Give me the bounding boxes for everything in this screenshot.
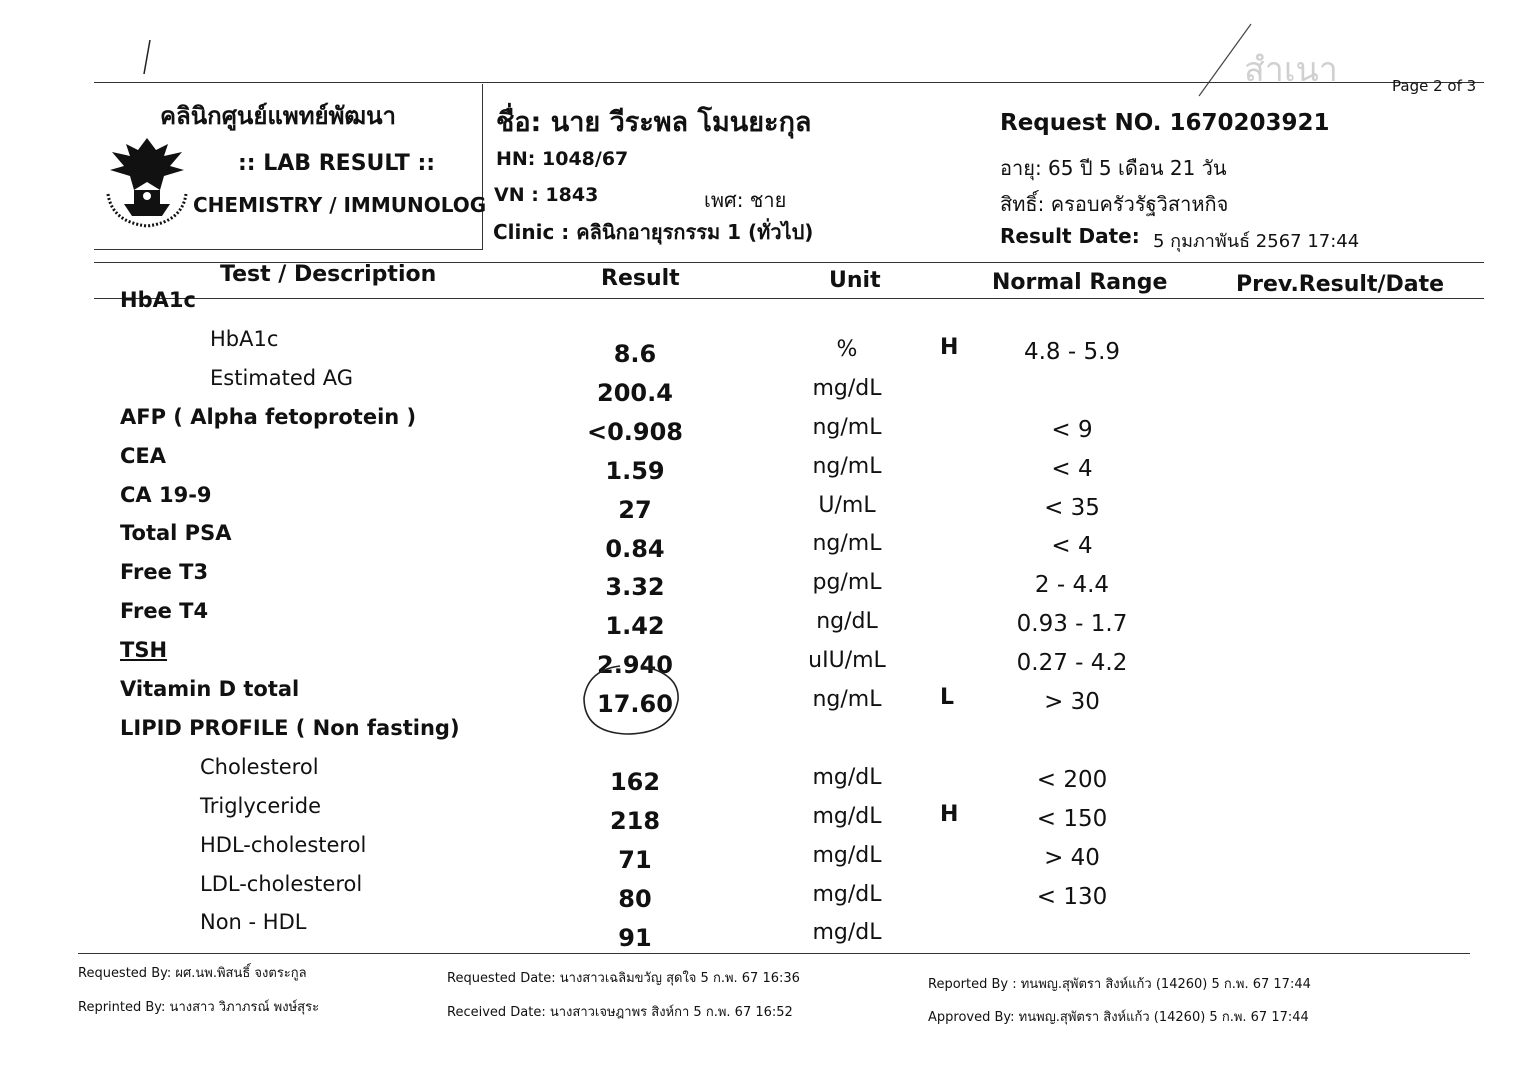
test-result: 27: [618, 495, 652, 524]
test-name: HDL-cholesterol: [200, 832, 367, 857]
test-result: 2.940: [597, 651, 673, 680]
abnormal-flag: H: [940, 334, 959, 360]
reprinted-by: Reprinted By: นางสาว วิภาภรณ์ พงษ์สุระ: [78, 1000, 320, 1015]
normal-range: 2 - 4.4: [1034, 572, 1110, 599]
test-name: Free T3: [120, 560, 209, 585]
test-unit: ng/dL: [816, 609, 878, 635]
column-header-bottom-rule: [94, 298, 1484, 299]
normal-range: < 200: [1036, 766, 1108, 793]
test-unit: mg/dL: [812, 375, 882, 401]
test-name: HbA1c: [210, 326, 279, 351]
abnormal-flag: L: [940, 685, 955, 710]
test-unit: U/mL: [818, 492, 876, 518]
test-name: Cholesterol: [200, 754, 319, 779]
result-date-label: Result Date:: [1000, 224, 1140, 248]
test-unit: mg/dL: [812, 842, 882, 868]
requested-by: Requested By: ผศ.นพ.พิสนธิ์ จงตระกูล: [78, 966, 307, 981]
test-result: 162: [609, 767, 661, 796]
normal-range: 0.93 - 1.7: [1016, 611, 1128, 638]
column-header-test: Test / Description: [220, 262, 437, 287]
pen-tick-mark: [140, 38, 154, 78]
requested-date: Requested Date: นางสาวเฉลิมขวัญ สุดใจ 5 ก.พ. 67 16:36: [447, 971, 800, 986]
test-result: 71: [618, 845, 652, 874]
test-result: 218: [609, 806, 661, 835]
reported-by: Reported By : ทนพญ.สุพัตรา สิงห์แก้ว (14260) 5 ก.พ. 67 17:44: [928, 977, 1311, 992]
footer-rule: [78, 953, 1470, 954]
handwritten-circle-mark: [580, 660, 684, 740]
test-result: 200.4: [597, 378, 673, 407]
test-unit: mg/dL: [812, 920, 882, 946]
copy-stamp: สำเนา: [1244, 50, 1338, 90]
test-name: Total PSA: [120, 521, 232, 546]
patient-name: ชื่อ: นาย วีระพล โมนยะกุล: [496, 107, 812, 138]
test-unit: ng/mL: [812, 687, 882, 712]
test-name: CA 19-9: [120, 482, 212, 507]
column-header-result: Result: [601, 266, 680, 291]
test-unit: uIU/mL: [808, 648, 886, 674]
patient-age: อายุ: 65 ปี 5 เดือน 21 วัน: [1000, 156, 1227, 180]
header-divider-left: [482, 84, 483, 250]
test-name: LIPID PROFILE ( Non fasting): [120, 715, 460, 740]
received-date: Received Date: นางสาวเจษฎาพร สิงห์กา 5 ก.พ. 67 16:52: [447, 1005, 793, 1020]
test-result: 1.42: [605, 612, 665, 641]
normal-range: < 130: [1036, 883, 1108, 910]
test-name: Free T4: [120, 599, 209, 624]
test-result: 0.84: [605, 534, 665, 563]
test-name: TSH: [120, 638, 168, 663]
test-unit: mg/dL: [812, 803, 882, 829]
department-label: CHEMISTRY / IMMUNOLOG: [193, 193, 487, 217]
normal-range: < 4: [1051, 455, 1093, 482]
page-number: Page 2 of 3: [1392, 77, 1477, 95]
normal-range: > 40: [1044, 844, 1100, 871]
patient-clinic: Clinic : คลินิกอายุรกรรม 1 (ทั่วไป): [493, 220, 814, 244]
test-unit: mg/dL: [812, 764, 882, 790]
test-name: AFP ( Alpha fetoprotein ): [120, 404, 417, 429]
test-result: <0.908: [586, 417, 684, 446]
normal-range: < 150: [1036, 805, 1108, 832]
test-unit: ng/mL: [812, 453, 882, 479]
column-header-unit: Unit: [829, 268, 881, 293]
result-date: 5 กุมภาพันธ์ 2567 17:44: [1153, 231, 1360, 252]
patient-vn: VN : 1843: [494, 184, 599, 206]
test-unit: ng/mL: [812, 414, 882, 440]
test-result: 17.60: [597, 690, 673, 719]
normal-range: 0.27 - 4.2: [1016, 650, 1128, 677]
test-result: 3.32: [605, 573, 665, 602]
normal-range: > 30: [1044, 689, 1100, 715]
normal-range: < 4: [1051, 533, 1093, 560]
abnormal-flag: H: [940, 801, 959, 827]
column-header-normal-range: Normal Range: [992, 270, 1168, 295]
test-name: Vitamin D total: [120, 677, 300, 701]
test-result: 8.6: [613, 340, 657, 368]
request-number: Request NO. 1670203921: [1000, 110, 1330, 136]
header-bottom-rule: [94, 249, 482, 250]
test-unit: mg/dL: [812, 881, 882, 907]
column-header-prev-result: Prev.Result/Date: [1236, 272, 1445, 297]
test-unit: pg/mL: [812, 570, 882, 596]
patient-rights: สิทธิ์: ครอบครัวรัฐวิสาหกิจ: [1000, 192, 1229, 216]
test-unit: %: [836, 336, 858, 362]
test-unit: ng/mL: [812, 531, 882, 557]
normal-range: < 9: [1051, 416, 1093, 443]
test-result: 91: [618, 923, 652, 952]
test-name: Non - HDL: [200, 910, 307, 935]
approved-by: Approved By: ทนพญ.สุพัตรา สิงห์แก้ว (14260) 5 ก.พ. 67 17:44: [928, 1010, 1309, 1025]
test-name: Triglyceride: [200, 793, 321, 818]
patient-hn: HN: 1048/67: [496, 148, 629, 170]
header-top-rule: [94, 82, 1484, 83]
test-name: CEA: [120, 443, 167, 468]
patient-sex: เพศ: ชาย: [704, 188, 787, 212]
test-result: 80: [618, 884, 652, 913]
normal-range: < 35: [1044, 494, 1100, 521]
test-name: Estimated AG: [210, 365, 354, 390]
test-result: 1.59: [605, 456, 665, 485]
test-name: HbA1c: [120, 288, 196, 312]
garuda-emblem-icon: [104, 134, 190, 230]
lab-result-title: :: LAB RESULT ::: [238, 151, 436, 176]
clinic-name: คลินิกศูนย์แพทย์พัฒนา: [160, 102, 396, 130]
normal-range: 4.8 - 5.9: [1023, 338, 1121, 365]
test-name: LDL-cholesterol: [200, 871, 363, 896]
